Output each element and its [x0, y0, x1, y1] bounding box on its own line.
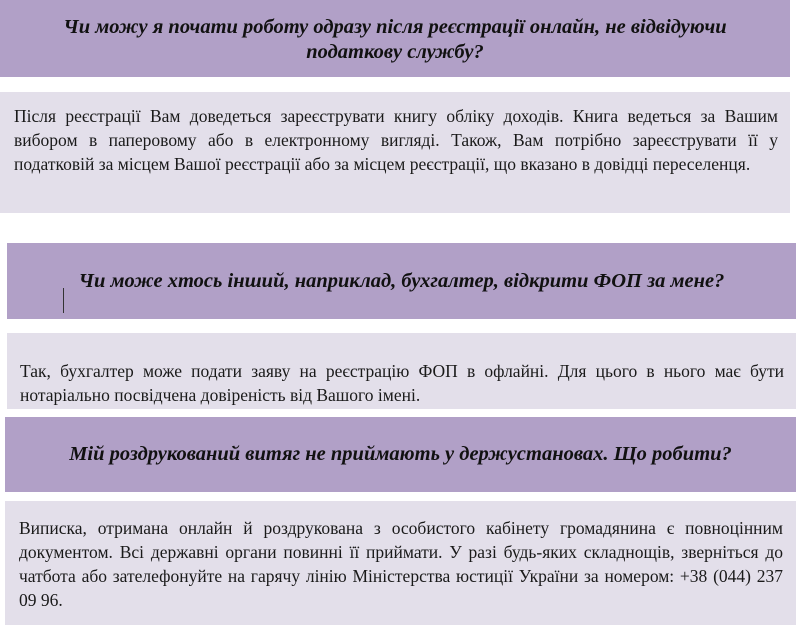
faq-answer-3-text: Виписка, отримана онлайн й роздрукована з особистого кабінету громадянина є повноцінним документом. Всі державні органи повинні її приймати. У разі будь-яких складнощів, зверніться до чатбота або зателефонуйте на гарячу лінію Міністерства юстиції України за номером: +38 (044) 237 09 96.: [19, 518, 783, 610]
faq-answer-3: [5, 501, 796, 625]
faq-question-1-text: Чи можу я почати роботу одразу після реєстрації онлайн, не відвідуючи податкову службу?: [63, 15, 727, 63]
faq-answer-2: [7, 333, 796, 409]
faq-question-3-text: Мій роздрукований витяг не приймають у держустановах. Що робити?: [69, 443, 732, 465]
faq-question-3: [5, 417, 796, 492]
faq-answer-1: [0, 92, 790, 213]
faq-answer-1-text: Після реєстрації Вам доведеться зареєструвати книгу обліку доходів. Книга ведеться за Вашим вибором в паперовому або в електронному вигляді. Також, Вам потрібно зареєструвати її у податковій за місцем Вашої реєстрації або за місцем реєстрації, що вказано в довідці переселенця.: [14, 106, 778, 174]
faq-question-2: [7, 243, 796, 319]
faq-question-1: [0, 0, 790, 77]
faq-question-2-text: Чи може хтось інший, наприклад, бухгалтер, відкрити ФОП за мене?: [78, 269, 725, 292]
text-cursor: [63, 288, 64, 313]
faq-answer-2-text: Так, бухгалтер може подати заяву на реєстрацію ФОП в офлайні. Для цього в нього має бути нотаріально посвідчена довіреність від Вашого імені.: [20, 361, 784, 405]
